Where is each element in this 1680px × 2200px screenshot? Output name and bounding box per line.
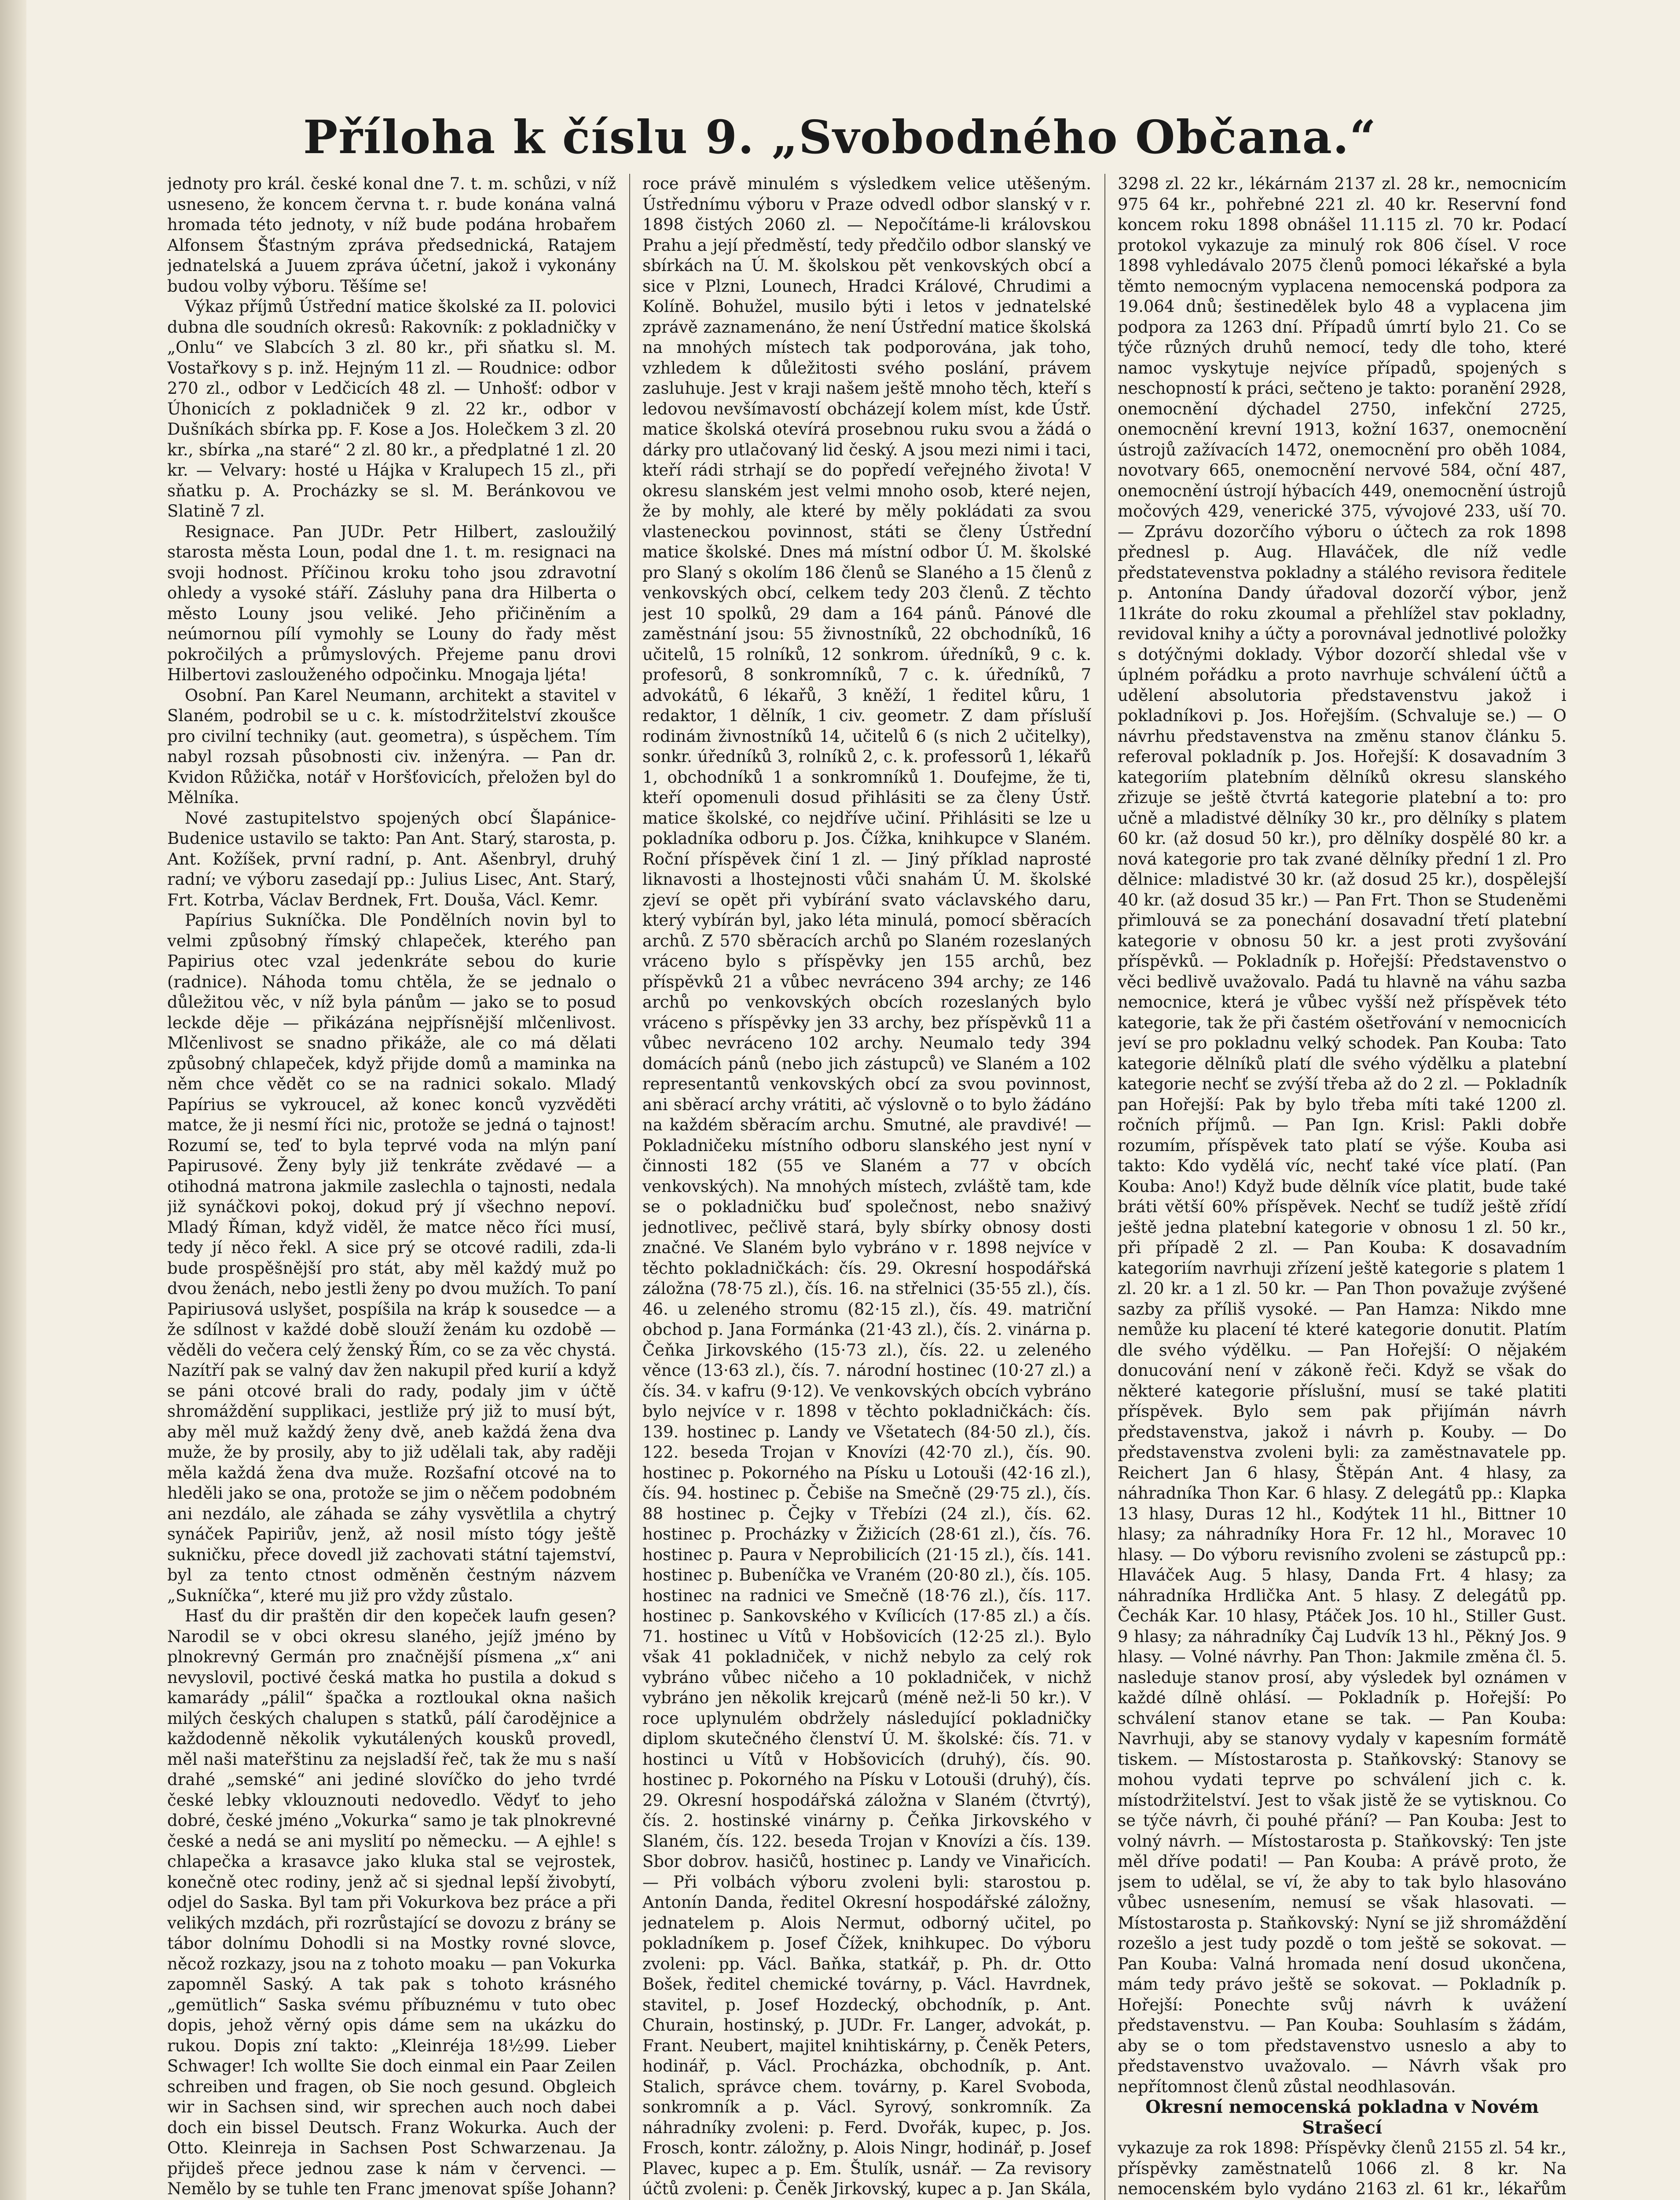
article-paragraph: Papírius Sukníčka. Dle Pondělních novin byl to velmi způsobný římský chlapeček, kterého pan Papirius otec vzal jedenkráte sebou do kurie (radnice). Náhoda tomu chtěla, že se jednalo o důležitou věc, v níž byla pánům — jako se to posud leckde děje — přikázána nejpřísnější mlčenlivost. Mlčenlivost se snadno přikáže, ale co má dělati způsobný chlapeček, když přijde domů a maminka na něm chce vědět co se na radnici sokalo. Mladý Papírius se vykroucel, až konec konců vyzvěděti matce, že ji nesmí říci nic, protože se jedná o tajnost! Rozumí se, teď to byla teprvé voda na mlýn paní Papirusové. Ženy byly již tenkráte zvědavé — a otihodná matrona jakmile zaslechla o tajnosti, nedala již synáčkovi pokoj, dokud prý jí všechno nepoví. Mladý Říman, když viděl, že matce něco říci musí, tedy jí něco řekl. A sice prý se otcové radili, zda-li bude prospěšnější pro stát, aby měl každý muž po dvou ženách, nebo jestli ženy po dvou mužích. To paní Papiriusová uslyšet, pospíšila na kráp k sousedce — a že sdílnost v každé době slouží ženám ku ozdobě — věděli do večera celý ženský Řím, co se za věc chystá. Nazítří pak se valný dav žen nakupil před kurií a když se páni otcové brali do rady, podaly jim v účtě shromáždění supplikaci, jestliže prý již to musí být, aby měl muž každý ženy dvě, aneb každá žena dva muže, že by prosily, aby to již udělali tak, aby raději měla každá žena dva muže. Rozšafní otcové na to hleděli jako se ona, protože se jim o něčem podobném ani nezdálo, ale záhada se záhy vysvětlila a chytrý synáček Papiriův, jenž, až nosil místo tógy ještě sukničku, přece dovedl již zachovati státní tajemství, byl za tento ctnost odměněn čestným názvem „Sukníčka“, které mu již pro vždy zůstalo. bbox=[167, 911, 616, 1605]
article-paragraph: Hasť du dir praštěn dir den kopeček laufn gesen? Narodil se v obci okresu slaného, jejíž jméno by plnokrevný Germán pro značnější písmena „x“ ani nevyslovil, poctivé česká matka ho pustila a dokud s kamarády „pálil“ špačka a roztloukal okna našich milých českých chalupen s statků, pálí čarodějnice a každodenně několik vykutálených kousků provedl, měl naši mateřštinu za nejsladší řeč, tak že mu s naší drahé „semské“ ani jediné slovíčko do jeho tvrdé české lebky vklouznouti nedovedlo. Vědyť to jeho dobré, české jméno „Vokurka“ samo je tak plnokrevné české a nedá se ani myslití po německu. — A ejhle! s chlapečka a krasavce jako kluka stal se vejrostek, konečně otec rodiny, jenž ač si sjednal lepší živobytí, odjel do Saska. Byl tam při Vokurkova bez práce a při velikých mzdách, při rozrůstající se dovozu z brány se tábor dolnímu Dohodli si na Mostky rovné slovce, něcož rozkazy, jsou na z tohoto moaku — pan Vokurka zapomněl Saský. A tak pak s tohoto krásného „gemütlich“ Saska svému příbuznému v tuto obec dopis, jehož věrný opis dáme sem na ukázku do rukou. Dopis zní takto: „Kleinréja 18½99. Lieber Schwager! Ich wollte Sie doch einmal ein Paar Zeilen schreiben und fragen, ob Sie noch gesund. Obgleich wir in Sachsen sind, wir sprechen auch noch dabei doch ein bissel Deutsch. Franz Wokurka. Auch der Otto. Kleinreja in Sachsen Post Schwarzenau. Ja přijdeš přece jednou zase k nám v červenci. — Nemělo by se tuhle ten Franc jmenovat spíše Johann? bbox=[167, 1606, 616, 2198]
binding-edge bbox=[0, 0, 26, 2200]
column-1 bbox=[167, 174, 616, 2200]
article-paragraph: vykazuje za rok 1898: Příspěvky členů 2155 zl. 54 kr., příspěvky zaměstnatelů 1066 zl. 8 kr. Na nemocenském bylo vydáno 2163 zl. 61 kr., lékařům bbox=[1118, 2138, 1566, 2198]
column-divider bbox=[1104, 174, 1105, 2200]
article-paragraph: jednoty pro král. české konal dne 7. t. m. schůzi, v níž usneseno, že koncem června t. r. bude konána valná hromada této jednoty, v níž bude podána hrobařem Alfonsem Šťastným zpráva předsednická, Ratajem jednatelská a Juuem zpráva účetní, jakož i vykonány budou volby výboru. Těšíme se! bbox=[167, 174, 616, 296]
article-paragraph: Nové zastupitelstvo spojených obcí Šlapánice-Budenice ustavilo se takto: Pan Ant. Starý, starosta, p. Ant. Kožíšek, první radní, p. Ant. Ašenbryl, druhý radní; ve výboru zasedají pp.: Julius Lisec, Ant. Starý, Frt. Kotrba, Václav Berdnek, Frt. Douša, Václ. Kemr. bbox=[167, 808, 616, 909]
article-paragraph: Výkaz příjmů Ústřední matice školské za II. polovici dubna dle soudních okresů: Rakovník: z pokladničky v „Onlu“ ve Slabcích 3 zl. 80 kr., při sňatku sl. M. Vostařkovy s p. inž. Hejným 11 zl. — Roudnice: odbor 270 zl., odbor v Ledčicích 48 zl. — Unhošť: odbor v Úhonicích z pokladniček 9 zl. 22 kr., odbor v Dušníkách sbírka pp. F. Kose a Jos. Holečkem 3 zl. 20 kr., sbírka „na staré“ 2 zl. 80 kr., a předplatné 1 zl. 20 kr. — Velvary: hosté u Hájka v Kralupech 15 zl., při sňatku p. A. Procházky se sl. M. Beránkovou ve Slatině 7 zl. bbox=[167, 297, 616, 521]
article-paragraph: 3298 zl. 22 kr., lékárnám 2137 zl. 28 kr., nemocnicím 975 64 kr., pohřebné 221 zl. 40 kr. Reservní fond koncem roku 1898 obnášel 11.115 zl. 70 kr. Podací protokol vykazuje za minulý rok 806 čísel. V roce 1898 vyhledávalo 2075 členů pomoci lékařské a byla těmto nemocným vyplacena nemocenská podpora za 19.064 dnů; šestinedělek bylo 48 a vyplacena jim podpora za 1263 dní. Případů úmrtí bylo 21. Co se týče různých druhů nemocí, tedy dle toho, které namoc vyskytuje nejvíce případů, spojených s neschopností k práci, sečteno je takto: poranění 2928, onemocnění dýchadel 2750, infekční 2725, onemocnění krevní 1913, kožní 1637, onemocnění ústrojů zažívacích 1472, onemocnění pro oběh 1084, novotvary 665, onemocnění nervové 584, oční 487, onemocnění ústrojí hýbacích 449, onemocnění ústrojů močových 429, venerické 375, vývojové 233, uší 70. — Zprávu dozorčího výboru o účtech za rok 1898 přednesl p. Aug. Hlaváček, dle níž vedle předstatevenstva pokladny a stálého revisora ředitele p. Antonína Dandy úřadoval dozorčí výbor, jenž 11kráte do roku zkoumal a přehlížel stav pokladny, revidoval knihy a účty a porovnával jednotlivé položky s dotýčnými doklady. Výbor dozorčí shledal vše v úplném pořádku a proto navrhuje schválení účtů a udělení absolutoria představenstvu jakož i pokladníkovi p. Jos. Hořejším. (Schvaluje se.) — O návrhu představenstva na změnu stanov článku 5. referoval pokladník p. Jos. Hořejší: K dosavadním 3 kategoriím platebním dělníků okresu slanského zřizuje se ještě čtvrtá kategorie platební a to: pro učně a mladistvé dělníky 30 kr., pro dělníky s platem 60 kr. (až dosud 50 kr.), pro dělníky dospělé 80 kr. a nová kategorie pro tak zvané dělníky přední 1 zl. Pro dělnice: mladistvé 30 kr. (až dosud 25 kr.), dospělejší 40 kr. (až dosud 35 kr.) — Pan Frt. Thon se Studeněmi přimlouvá se za ponechání dosavadní třetí platební kategorie v obnosu 50 kr. a jest proti zvyšování příspěvků. — Pokladník p. Hořejší: Představenstvo o věci bedlivě uvažovalo. Padá tu hlavně na váhu sazba nemocnice, která je vůbec vyšší než příspěvek této kategorie, tak že při častém ošetřování v nemocnicích jeví se pro pokladnu velký schodek. Pan Kouba: Tato kategorie dělníků platí dle svého výdělku a platební kategorie nechť se zvýší třeba až do 2 zl. — Pokladník pan Hořejší: Pak by bylo třeba míti také 1200 zl. ročních příjmů. — Pan Ign. Krisl: Pakli dobře rozumím, příspěvek tato platí se výše. Kouba asi takto: Kdo vydělá víc, nechť také více platí. (Pan Kouba: Ano!) Když bude dělník více platit, bude také bráti větší 60% příspěvek. Nechť se tudíž ještě zřídí ještě jedna platební kategorie v obnosu 1 zl. 50 kr., při případě 2 zl. — Pan Kouba: K dosavadním kategoriím navrhuji zřízení ještě kategorie s platem 1 zl. 20 kr. a 1 zl. 50 kr. — Pan Thon považuje zvýšené sazby za příliš vysoké. — Pan Hamza: Nikdo mne nemůže ku placení té které kategorie donutit. Platím dle svého výdělku. — Pan Hořejší: O nějakém donucování není v zákoně řeči. Když se však do některé kategorie příslušní, musí se také platiti příspěvek. Bylo sem pak přijímán návrh představenstva, jakož i návrh p. Kouby. — Do představenstva zvoleni byli: za zaměstnavatele pp. Reichert Jan 6 hlasy, Štěpán Ant. 4 hlasy, za náhradníka Thon Kar. 6 hlasy. Z delegátů pp.: Klapka 13 hlasy, Duras 12 hl., Kodýtek 11 hl., Bittner 10 hlasy; za náhradníky Hora Fr. 12 hl., Moravec 10 hlasy. — Do výboru revisního zvoleni se zástupců pp.: Hlaváček Aug. 5 hlasy, Danda Frt. 4 hlasy; za náhradníka Hrdlička Ant. 5 hlasy. Z delegátů pp. Čechák Kar. 10 hlasy, Ptáček Jos. 10 hl., Stiller Gust. 9 hlasy; za náhradníky Čaj Ludvík 13 hl., Pěkný Jos. 9 hlasy. — Volné návrhy. Pan Thon: Jakmile změna čl. 5. nasleduje stanov prosí, aby výsledek byl oznámen v každé dílně ohlásí. — Pokladník p. Hořejší: Po schválení stanov etane se tak. — Pan Kouba: Navrhuji, aby se stanovy vydaly v kapesním formátě tiskem. — Místostarosta p. Staňkovský: Stanovy se mohou vydati teprve po schválení jich c. k. místodržitelství. Jest to však jistě že se vytisknou. Co se týče návrh, či pouhé přání? — Pan Kouba: Jest to volný návrh. — Místostarosta p. Staňkovský: Ten jste měl dříve podati! — Pan Kouba: A právě proto, že jsem to udělal, se ví, že aby to tak bylo hlasováno vůbec usnesením, nemusí se však hlasovati. — Místostarosta p. Staňkovský: Nyní se již shromáždění rozešlo a jest tudy pozdě o tom ještě se sokovat. — Pan Kouba: Valná hromada není dosud ukončena, mám tedy právo ještě se sokovat. — Pokladník p. Hořejší: Ponechte svůj návrh k uvážení představenstvu. — Pan Kouba: Souhlasím s žádám, aby se o tom představenstvo usneslo a aby to představenstvo uvažovalo. — Návrh však pro nepřítomnost členů zůstal neodhlasován. bbox=[1118, 174, 1566, 2096]
article-paragraph: roce právě minulém s výsledkem velice utěšeným. Ústřednímu výboru v Praze odvedl odbor slanský v r. 1898 čistých 2060 zl. — Nepočítáme-li královskou Prahu a její předměstí, tedy předčilo odbor slanský ve sbírkách na Ú. M. školskou pět venkovských obcí a sice v Plzni, Lounech, Hradci Králové, Chrudimi a Kolíně. Bohužel, musilo býti i letos v jednatelské zprávě zaznamenáno, že není Ústřední matice školská na mnohých místech tak podporována, jak toho, vzhledem k důležitosti svého poslání, právem zasluhuje. Jest v kraji našem ještě mnoho těch, kteří s ledovou nevšímavostí obcházejí kolem míst, kde Ústř. matice školská otevírá prosebnou ruku svou a žádá o dárky pro utlačovaný lid český. A jsou mezi nimi i taci, kteří rádi strhají se do popředí veřejného života! V okresu slanském jest velmi mnoho osob, které nejen, že by mohly, ale které by měly pokládati za svou vlasteneckou povinnost, státi se členy Ústřední matice školské. Dnes má místní odbor Ú. M. školské pro Slaný s okolím 186 členů se Slaného a 15 členů z venkovských obcí, celkem tedy 203 členů. Z těchto jest 10 spolků, 29 dam a 164 pánů. Pánové dle zaměstnání jsou: 55 živnostníků, 22 obchodníků, 16 učitelů, 15 rolníků, 12 sonkrom. úředníků, 9 c. k. profesorů, 8 sonkromníků, 7 c. k. úředníků, 7 advokátů, 6 lékařů, 3 kněží, 1 ředitel kůru, 1 redaktor, 1 dělník, 1 civ. geometr. Z dam přísluší rodinám živnostníků 14, učitelů 6 (s nich 2 učitelky), sonkr. úředníků 3, rolníků 2, c. k. professorů 1, lékařů 1, obchodníků 1 a sonkromníků 1. Doufejme, že ti, kteří opomenuli dosud přihlásiti se za členy Ústř. matice školské, co nejdříve učiní. Přihlásiti se lze u pokladníka odboru p. Jos. Čížka, knihkupce v Slaném. Roční příspěvek činí 1 zl. — Jiný příklad naprosté liknavosti a lhostejnosti vůči snahám Ú. M. školské zjeví se opět při vybírání svato václavského daru, který vybírán byl, jako léta minulá, pomocí sběracích archů. Z 570 sběracích archů po Slaném rozeslaných vráceno bylo s příspěvky jen 155 archů, bez příspěvků 21 a vůbec nevráceno 394 archy; ze 146 archů po venkovských obcích rozeslaných bylo vráceno s příspěvky jen 33 archy, bez příspěvků 11 a vůbec nevráceno 102 archy. Neumalo tedy 394 domácích pánů (nebo jich zástupců) ve Slaném a 102 representantů venkovských obcí za svou povinnost, ani sběrací archy vrátiti, ač výslovně o to bylo žádáno na každém sběracím archu. Smutné, ale pravdivé! — Pokladničeku místního odboru slanského jest nyní v činnosti 182 (55 ve Slaném a 77 v obcích venkovských). Na mnohých místech, zvláště tam, kde se o pokladničku buď společnost, nebo snaživý jednotlivec, pečlivě stará, byly sbírky obnosy dosti značné. Ve Slaném bylo vybráno v r. 1898 nejvíce v těchto pokladničkách: čís. 29. Okresní hospodářská záložna (78·75 zl.), čís. 16. na střelnici (35·55 zl.), čís. 46. u zeleného stromu (82·15 zl.), čís. 49. matriční obchod p. Jana Formánka (21·43 zl.), čís. 2. vinárna p. Čeňka Jirkovského (15·73 zl.), čís. 22. u zeleného věnce (13·63 zl.), čís. 7. národní hostinec (10·27 zl.) a čís. 34. v kafru (9·12). Ve venkovských obcích vybráno bylo nejvíce v r. 1898 v těchto pokladničkách: čís. 139. hostinec p. Landy ve Všetatech (84·50 zl.), čís. 122. beseda Trojan v Knovízi (42·70 zl.), čís. 90. hostinec p. Pokorného na Písku u Lotouši (42·16 zl.), čís. 94. hostinec p. Čebiše na Smečně (29·75 zl.), čís. 88 hostinec p. Čejky v Třebízi (24 zl.), čís. 62. hostinec p. Procházky v Žižicích (28·61 zl.), čís. 76. hostinec p. Paura v Neprobilicích (21·15 zl.), čís. 141. hostinec p. Bubeníčka ve Vraném (20·80 zl.), čís. 105. hostinec na radnici ve Smečně (18·76 zl.), čís. 117. hostinec p. Sankovského v Kvílicích (17·85 zl.) a čís. 71. hostinec u Vítů v Hobšovicích (12·25 zl.). Bylo však 41 pokladniček, v nichž nebylo za celý rok vybráno vůbec ničeho a 10 pokladniček, v nichž vybráno jen několik krejcarů (méně než-li 50 kr.). V roce uplynulém obdržely následující pokladničky diplom skutečného členství Ú. M. školské: čís. 71. v hostinci u Vítů v Hobšovicích (druhý), čís. 90. hostinec p. Pokorného na Písku v Lotouši (druhý), čís. 29. Okresní hospodářská záložna v Slaném (čtvrtý), čís. 2. hostinské vinárny p. Čeňka Jirkovského v Slaném, čís. 122. beseda Trojan v Knovízi a čís. 139. Sbor dobrov. hasičů, hostinec p. Landy ve Vinařicích. — Při volbách výboru zvoleni byli: starostou p. Antonín Danda, ředitel Okresní hospodářské záložny, jednatelem p. Alois Nermut, odborný učitel, po pokladníkem p. Josef Čížek, knihkupec. Do výboru zvoleni: pp. Václ. Baňka, statkář, p. Ph. dr. Otto Bošek, ředitel chemické továrny, p. Václ. Havrdnek, stavitel, p. Josef Hozdecký, obchodník, p. Ant. Churain, hostinský, p. JUDr. Fr. Langer, advokát, p. Frant. Neubert, majitel knihtiskárny, p. Čeněk Peters, hodinář, p. Václ. Procházka, obchodník, p. Ant. Stalich, správce chem. továrny, p. Karel Svoboda, sonkromník a p. Václ. Syrový, sonkromník. Za náhradníky zvoleni: p. Ferd. Dvořák, kupec, p. Jos. Frosch, kontr. záložny, p. Alois Ningr, hodinář, p. Josef Plavec, kupec a p. Em. Štulík, usnář. — Za revisory účtů zvoleni: p. Čeněk Jirkovský, kupec a p. Jan Skála, bbox=[642, 174, 1091, 2198]
article-paragraph: Resignace. Pan JUDr. Petr Hilbert, zasloužilý starosta města Loun, podal dne 1. t. m. resignaci na svoji hodnost. Příčinou kroku toho jsou zdravotní ohledy a vysoké stáří. Zásluhy pana dra Hilberta o město Louny jsou veliké. Jeho přičiněním a neúmornou pílí vymohly se Louny do řady měst pokročilých a průmyslových. Přejeme panu drovi Hilbertovi zaslouženého odpočinku. Mnogaja ljéta! bbox=[167, 522, 616, 684]
section-heading: Okresní nemocenská pokladna v Novém Strašecí bbox=[1145, 2097, 1539, 2138]
column-3 bbox=[1118, 174, 1566, 2200]
article-paragraph: Osobní. Pan Karel Neumann, architekt a stavitel v Slaném, podrobil se u c. k. místodržitelství zkoušce pro civilní techniky (aut. geometra), s úspěchem. Tím nabyl rozsah působnosti civ. inženýra. — Pan dr. Kvidon Růžička, notář v Horšťovicích, přeložen byl do Mělníka. bbox=[167, 686, 616, 807]
page-heading: Příloha k číslu 9. „Svobodného Občana.“ bbox=[303, 110, 1377, 164]
column-2 bbox=[642, 174, 1091, 2200]
text-columns bbox=[167, 174, 1580, 2200]
column-divider bbox=[629, 174, 630, 2200]
